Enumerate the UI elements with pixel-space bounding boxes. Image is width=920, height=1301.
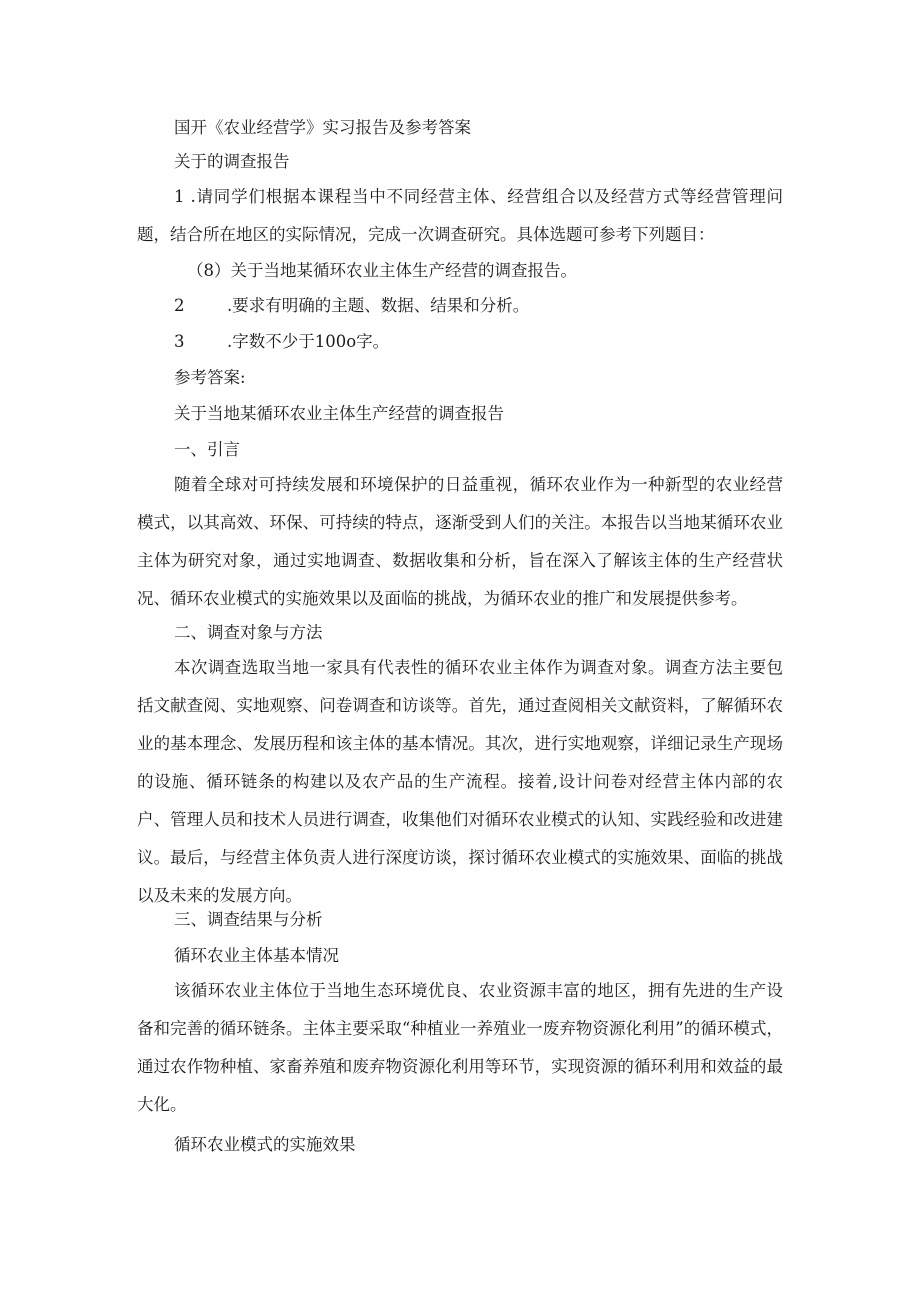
answer-label: 参考答案: xyxy=(174,368,246,387)
section-3-body-1: 该循环农业主体位于当地生态环境优良、农业资源丰富的地区，拥有先进的生产设备和完善的循环链条。主体主要采取“种植业一养殖业一废弃物资源化利用”的循环模式，通过农作物种植、家畜养殖和废弃物资源化利用等环节，实现资源的循环利用和效益的最大化。 xyxy=(137,981,783,1114)
question-3 xyxy=(174,332,389,352)
topic-line: （8）关于当地某循环农业主体生产经营的调查报告。 xyxy=(187,261,577,280)
question-3-number: 3 xyxy=(174,332,185,351)
section-1-body: 随着全球对可持续发展和环境保护的日益重视，循环农业作为一种新型的农业经营模式，以其高效、环保、可持续的特点，逐渐受到人们的关注。本报告以当地某循环农业主体为研究对象，通过实地调查、数据收集和分析，旨在深入了解该主体的生产经营状况、循环农业模式的实施效果以及面临的挑战，为循环农业的推广和发展提供参考。 xyxy=(137,475,783,608)
section-1-heading: 一、引言 xyxy=(174,440,240,459)
question-2 xyxy=(174,296,529,316)
section-3-subheading-2: 循环农业模式的实施效果 xyxy=(174,1135,356,1154)
section-2-heading: 二、调查对象与方法 xyxy=(174,623,323,642)
section-3-subheading-1: 循环农业主体基本情况 xyxy=(174,946,339,965)
report-title: 关于当地某循环农业主体生产经营的调查报告 xyxy=(174,404,504,423)
question-1: 1 .请同学们根据本课程当中不同经营主体、经营组合以及经营方式等经营管理问题，结合所在地区的实际情况，完成一次调查研究。具体选题可参考下列题目： xyxy=(137,187,783,244)
section-2-body: 本次调查选取当地一家具有代表性的循环农业主体作为调查对象。调查方法主要包括文献查阅、实地观察、问卷调查和访谈等。首先，通过查阅相关文献资料，了解循环农业的基本理念、发展历程和该主体的基本情况。其次，进行实地观察，详细记录生产现场的设施、循环链条的构建以及农产品的生产流程。接着,设计问卷对经营主体内部的农户、管理人员和技术人员进行调查，收集他们对循环农业模式的认知、实践经验和改进建议。最后，与经营主体负责人进行深度访谈，探讨循环农业模式的实施效果、面临的挑战以及未来的发展方向。 xyxy=(137,658,783,905)
section-3-heading: 三、调查结果与分析 xyxy=(174,910,323,929)
document-title: 国开《农业经营学》实习报告及参考答案 xyxy=(174,118,471,137)
question-3-text: .字数不少于100o字。 xyxy=(227,332,390,351)
question-2-number: 2 xyxy=(174,296,185,315)
question-2-text: .要求有明确的主题、数据、结果和分析。 xyxy=(227,296,530,315)
document-subtitle: 关于的调查报告 xyxy=(174,152,290,171)
